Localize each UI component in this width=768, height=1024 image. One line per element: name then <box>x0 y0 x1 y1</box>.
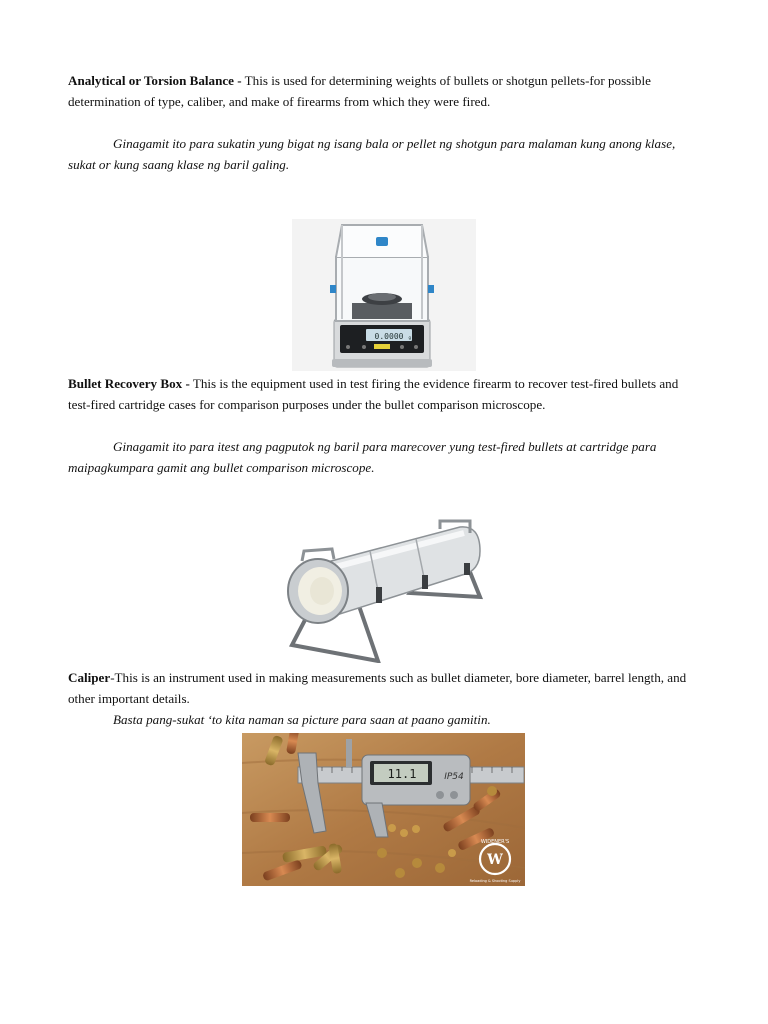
balance-description: This is used for determining weights of bullets or shotgun pellets-for possible determination of type, caliber, and make of firearms from which they were fired. <box>68 73 651 109</box>
recovery-box-term: Bullet Recovery Box - <box>68 376 190 391</box>
caliper-term: Caliper <box>68 670 111 685</box>
recovery-box-description: This is the equipment used in test firing the evidence firearm to recover test-fired bullets and test-fired cartridge cases for comparison purposes under the bullet comparison microscope. <box>68 376 679 412</box>
recovery-box-tagalog: Ginagamit ito para itest ang pagputok ng baril para marecover yung test-fired bullets at cartridge para maipagkumpara gamit ang bullet comparison microscope. <box>68 439 657 475</box>
balance-tagalog: Ginagamit ito para sukatin yung bigat ng isang bala or pellet ng shotgun para malaman kung anong klase, sukat or kung saang klase ng baril galing. <box>68 136 676 172</box>
svg-text:Reloading & Shooting Supply: Reloading & Shooting Supply <box>469 879 521 883</box>
balance-display-readout: 0.0000 <box>374 332 404 341</box>
caliper-description: -This is an instrument used in making measurements such as bullet diameter, bore diameter, barrel length, and other important details. <box>68 670 687 706</box>
balance-display-unit: g <box>408 335 411 340</box>
caliper-brand-label: IP54 <box>444 772 464 782</box>
caliper-display-readout: 11.1 <box>387 767 417 781</box>
caliper-tagalog: Basta pang-sukat ‘to kita naman sa picture para saan at paano gamitin. <box>113 712 491 727</box>
svg-text:W: W <box>487 852 503 868</box>
caliper-photo <box>242 733 525 886</box>
bullet-recovery-box-image <box>280 505 490 663</box>
balance-term: Analytical or Torsion Balance - <box>68 73 242 88</box>
recovery-box-definition <box>68 373 704 415</box>
caliper-definition <box>68 667 704 709</box>
svg-text:WIDENER'S: WIDENER'S <box>480 839 510 845</box>
analytical-balance-image <box>292 219 476 371</box>
balance-definition <box>68 70 704 112</box>
